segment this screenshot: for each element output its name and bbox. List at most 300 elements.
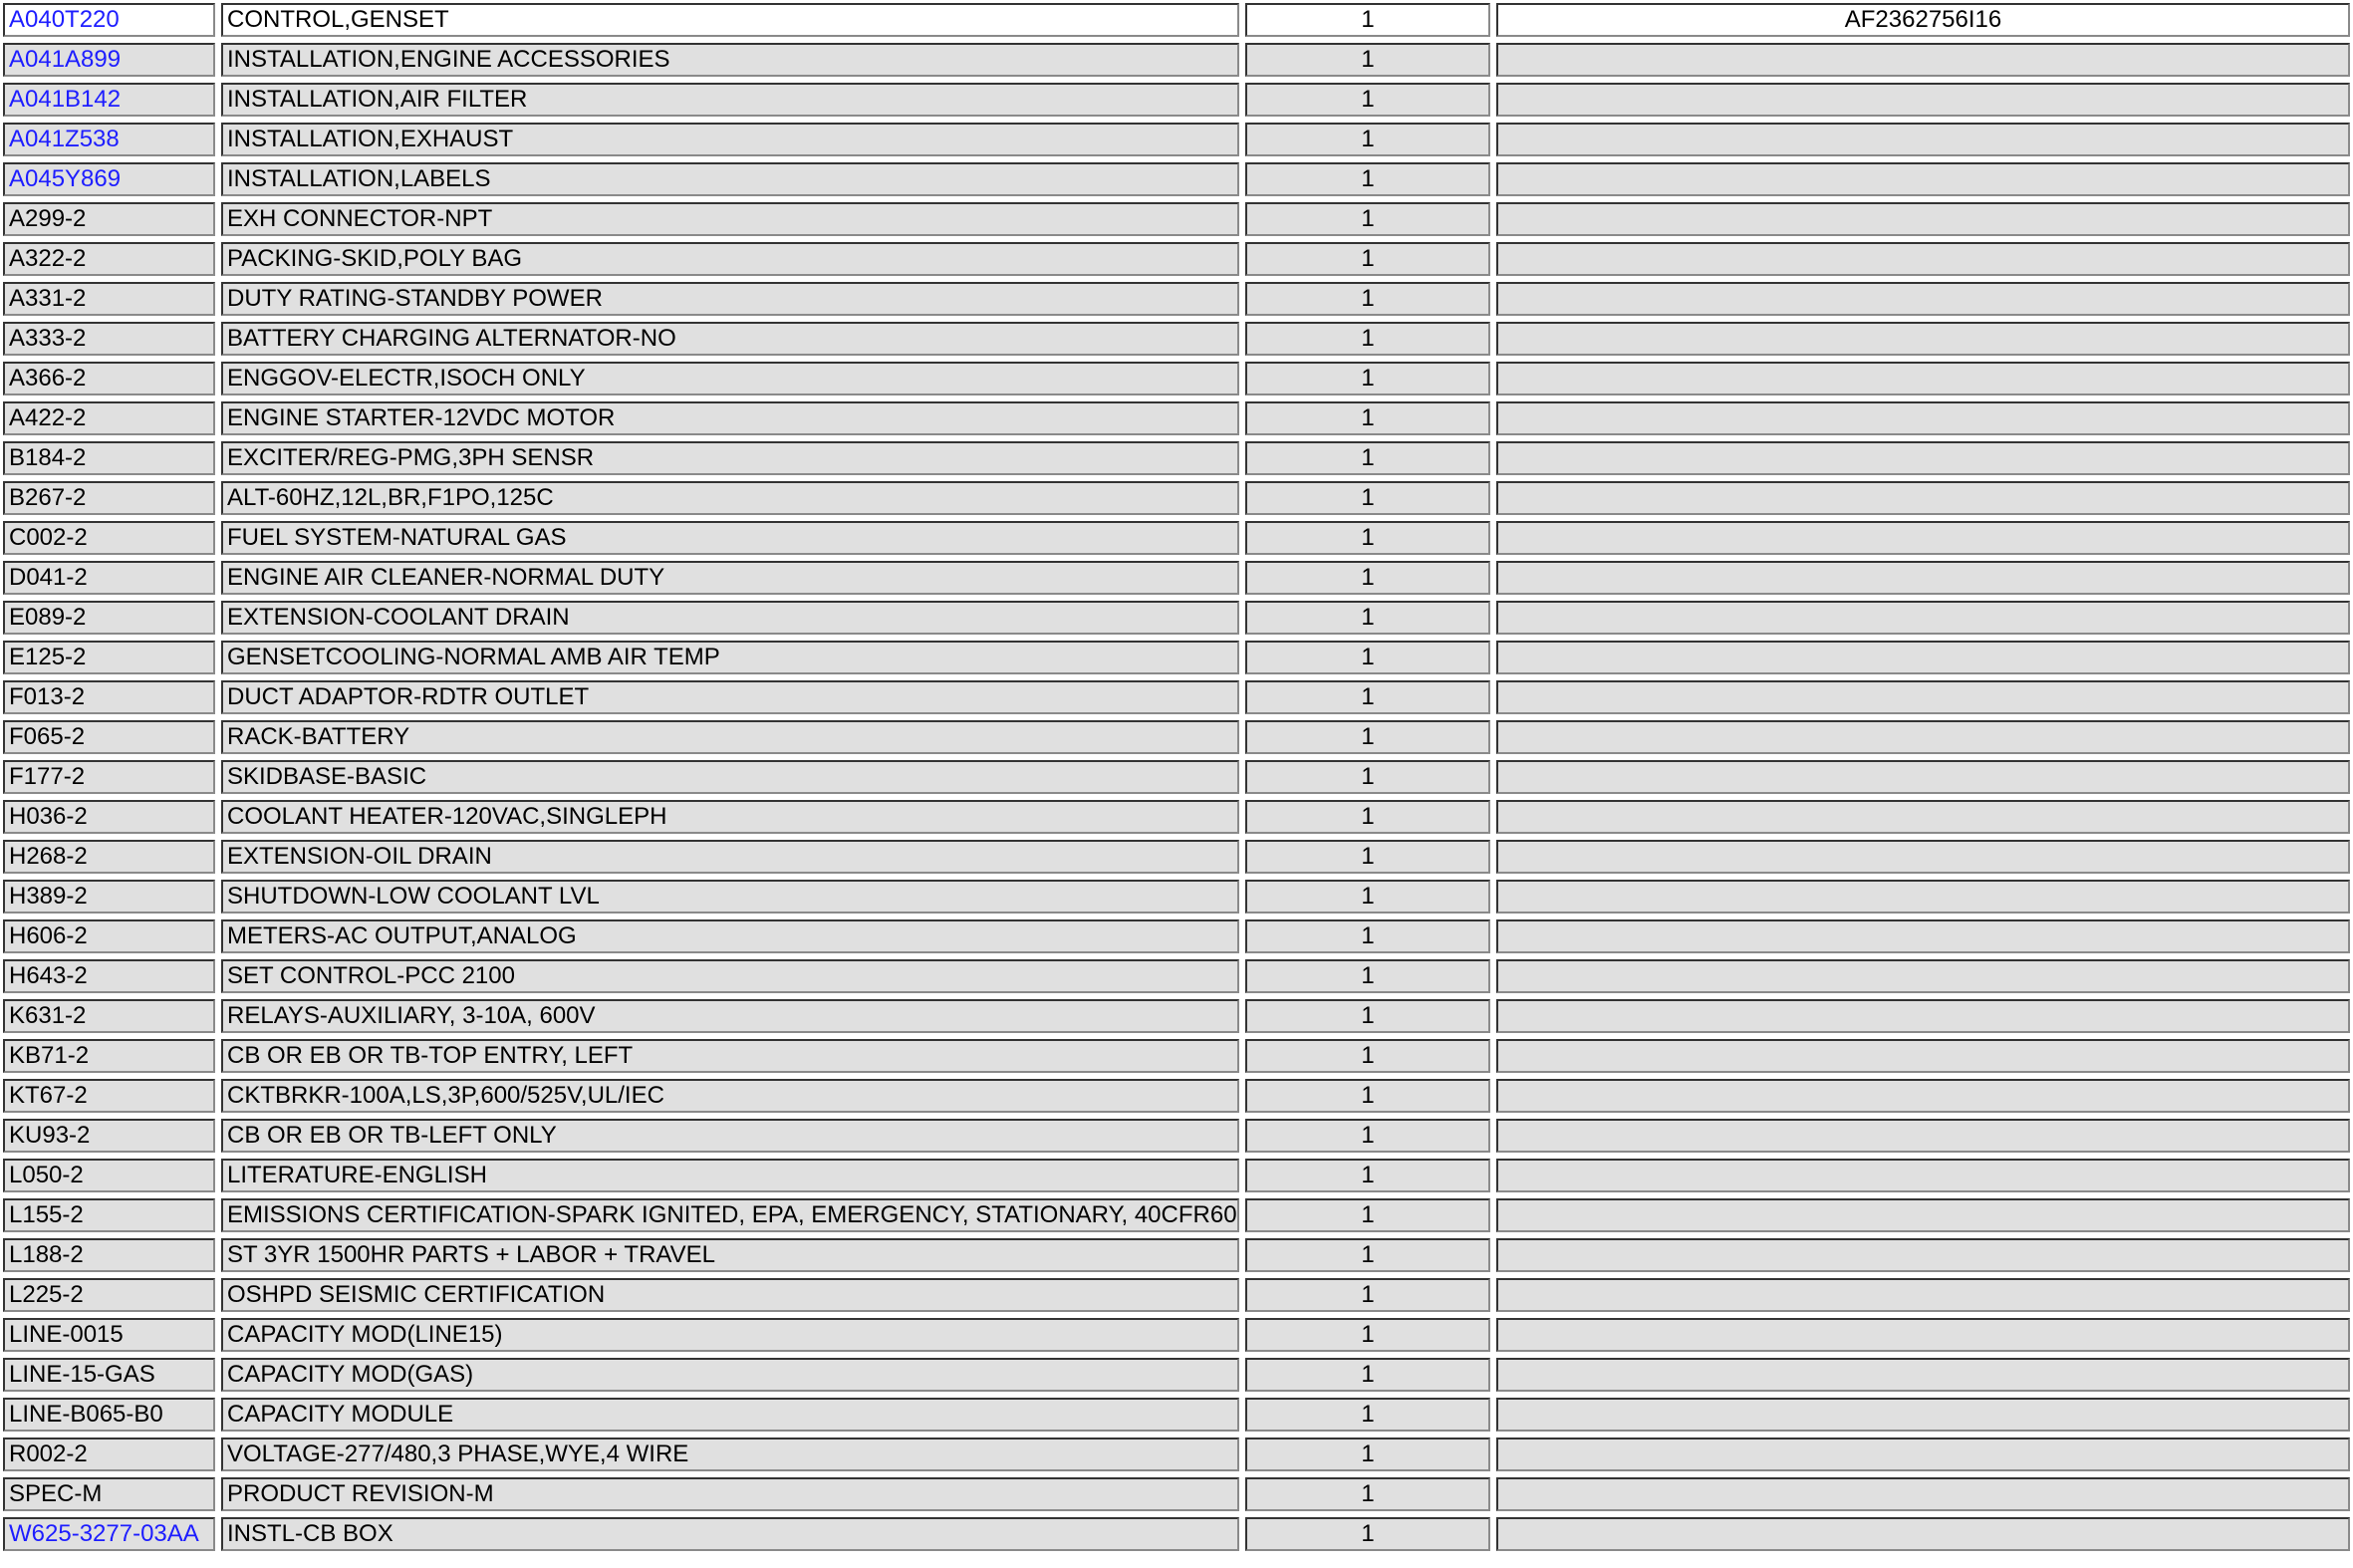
quantity-cell (1242, 1435, 1493, 1474)
description-box (221, 1238, 1239, 1272)
table-row (0, 518, 2353, 558)
description-cell (218, 877, 1242, 916)
table-row (0, 1195, 2353, 1235)
description-box (221, 601, 1239, 635)
quantity-box (1245, 1318, 1490, 1352)
reference-cell (1493, 1076, 2353, 1116)
reference-box (1496, 1517, 2350, 1551)
description-cell (218, 1395, 1242, 1435)
description-cell (218, 996, 1242, 1036)
part-number-box (3, 1238, 215, 1272)
quantity-text: 1 (1361, 6, 1375, 33)
table-row (0, 199, 2353, 239)
table-row (0, 797, 2353, 837)
description-box (221, 880, 1239, 914)
description-box (221, 1198, 1239, 1232)
part-number-box (3, 1477, 215, 1511)
part-number-text: SPEC-M (9, 1480, 103, 1507)
reference-cell (1493, 1235, 2353, 1275)
quantity-cell (1242, 0, 1493, 40)
description-text: INSTALLATION,EXHAUST (227, 126, 514, 152)
reference-cell (1493, 1116, 2353, 1156)
description-box (221, 162, 1239, 196)
table-row (0, 1275, 2353, 1315)
reference-box (1496, 322, 2350, 356)
part-number-cell (0, 797, 218, 837)
table-row (0, 0, 2353, 40)
description-cell (218, 1435, 1242, 1474)
quantity-cell (1242, 677, 1493, 717)
part-number-box (3, 1039, 215, 1073)
part-number-text: C002-2 (9, 524, 88, 551)
description-text: SET CONTROL-PCC 2100 (227, 962, 515, 989)
part-number-link[interactable]: A045Y869 (9, 165, 122, 192)
quantity-box (1245, 959, 1490, 993)
part-number-text: H606-2 (9, 922, 88, 949)
quantity-cell (1242, 1156, 1493, 1195)
part-number-text: K631-2 (9, 1002, 87, 1029)
part-number-cell (0, 956, 218, 996)
quantity-cell (1242, 1315, 1493, 1355)
part-number-text: D041-2 (9, 564, 88, 591)
table-row (0, 598, 2353, 638)
quantity-cell (1242, 1474, 1493, 1514)
description-box (221, 1039, 1239, 1073)
quantity-text: 1 (1361, 524, 1375, 551)
part-number-cell (0, 279, 218, 319)
reference-cell (1493, 677, 2353, 717)
reference-box (1496, 83, 2350, 117)
description-text: VOLTAGE-277/480,3 PHASE,WYE,4 WIRE (227, 1440, 689, 1467)
quantity-cell (1242, 279, 1493, 319)
table-row (0, 1156, 2353, 1195)
quantity-text: 1 (1361, 763, 1375, 790)
part-number-cell (0, 239, 218, 279)
part-number-link[interactable]: A041Z538 (9, 126, 120, 152)
description-box (221, 1517, 1239, 1551)
reference-cell (1493, 1275, 2353, 1315)
part-number-cell (0, 40, 218, 80)
quantity-cell (1242, 1355, 1493, 1395)
quantity-box (1245, 1079, 1490, 1113)
part-number-box (3, 3, 215, 37)
description-cell (218, 239, 1242, 279)
quantity-cell (1242, 837, 1493, 877)
description-text: ALT-60HZ,12L,BR,F1PO,125C (227, 484, 554, 511)
description-box (221, 1358, 1239, 1392)
description-text: SKIDBASE-BASIC (227, 763, 427, 790)
quantity-text: 1 (1361, 404, 1375, 431)
description-box (221, 680, 1239, 714)
quantity-box (1245, 720, 1490, 754)
reference-box (1496, 880, 2350, 914)
description-text: EXTENSION-COOLANT DRAIN (227, 604, 570, 631)
part-number-box (3, 441, 215, 475)
description-box (221, 3, 1239, 37)
quantity-text: 1 (1361, 46, 1375, 73)
part-number-box (3, 561, 215, 595)
quantity-cell (1242, 120, 1493, 159)
part-number-cell (0, 0, 218, 40)
reference-cell (1493, 518, 2353, 558)
quantity-text: 1 (1361, 245, 1375, 272)
description-cell (218, 438, 1242, 478)
reference-box (1496, 282, 2350, 316)
quantity-cell (1242, 996, 1493, 1036)
quantity-box (1245, 1278, 1490, 1312)
quantity-text: 1 (1361, 723, 1375, 750)
description-box (221, 401, 1239, 435)
description-cell (218, 1514, 1242, 1554)
description-cell (218, 1076, 1242, 1116)
reference-box (1496, 1159, 2350, 1192)
reference-cell (1493, 757, 2353, 797)
description-cell (218, 159, 1242, 199)
description-text: CAPACITY MOD(LINE15) (227, 1321, 503, 1348)
description-box (221, 1159, 1239, 1192)
table-row (0, 1116, 2353, 1156)
part-number-link[interactable]: W625-3277-03AA (9, 1520, 199, 1547)
description-text: CONTROL,GENSET (227, 6, 449, 33)
reference-cell (1493, 80, 2353, 120)
part-number-text: B267-2 (9, 484, 87, 511)
part-number-cell (0, 1116, 218, 1156)
quantity-cell (1242, 1195, 1493, 1235)
table-row (0, 996, 2353, 1036)
description-box (221, 1318, 1239, 1352)
quantity-cell (1242, 1395, 1493, 1435)
part-number-text: KT67-2 (9, 1082, 88, 1109)
quantity-box (1245, 322, 1490, 356)
part-number-cell (0, 1235, 218, 1275)
description-cell (218, 717, 1242, 757)
quantity-box (1245, 1039, 1490, 1073)
part-number-box (3, 1159, 215, 1192)
part-number-box (3, 83, 215, 117)
table-row (0, 1435, 2353, 1474)
description-box (221, 83, 1239, 117)
reference-cell (1493, 159, 2353, 199)
part-number-cell (0, 1355, 218, 1395)
table-row (0, 757, 2353, 797)
part-number-link[interactable]: A041B142 (9, 86, 122, 113)
quantity-cell (1242, 1514, 1493, 1554)
table-row (0, 239, 2353, 279)
table-row (0, 1474, 2353, 1514)
table-row (0, 1076, 2353, 1116)
description-box (221, 919, 1239, 953)
quantity-text: 1 (1361, 604, 1375, 631)
part-number-text: F177-2 (9, 763, 86, 790)
description-text: PACKING-SKID,POLY BAG (227, 245, 523, 272)
description-box (221, 282, 1239, 316)
reference-cell (1493, 1315, 2353, 1355)
description-cell (218, 1315, 1242, 1355)
table-row (0, 1395, 2353, 1435)
quantity-text: 1 (1361, 165, 1375, 192)
part-number-box (3, 1318, 215, 1352)
description-cell (218, 1195, 1242, 1235)
quantity-text: 1 (1361, 1002, 1375, 1029)
quantity-cell (1242, 438, 1493, 478)
reference-cell (1493, 877, 2353, 916)
table-row (0, 120, 2353, 159)
reference-box (1496, 1079, 2350, 1113)
reference-box (1496, 362, 2350, 395)
quantity-box (1245, 362, 1490, 395)
quantity-box (1245, 202, 1490, 236)
part-number-cell (0, 837, 218, 877)
part-number-cell (0, 1156, 218, 1195)
quantity-box (1245, 1437, 1490, 1471)
quantity-cell (1242, 80, 1493, 120)
quantity-box (1245, 123, 1490, 156)
table-row (0, 159, 2353, 199)
part-number-box (3, 840, 215, 874)
description-text: CAPACITY MODULE (227, 1401, 454, 1428)
quantity-box (1245, 1358, 1490, 1392)
description-cell (218, 398, 1242, 438)
description-box (221, 1119, 1239, 1153)
table-row (0, 1235, 2353, 1275)
table-row (0, 1355, 2353, 1395)
part-number-link[interactable]: A040T220 (9, 6, 120, 33)
quantity-text: 1 (1361, 803, 1375, 830)
description-cell (218, 1156, 1242, 1195)
reference-cell (1493, 239, 2353, 279)
reference-cell (1493, 478, 2353, 518)
part-number-cell (0, 638, 218, 677)
reference-box (1496, 999, 2350, 1033)
description-cell (218, 1355, 1242, 1395)
part-number-text: E089-2 (9, 604, 87, 631)
part-number-cell (0, 438, 218, 478)
description-cell (218, 757, 1242, 797)
reference-box (1496, 1318, 2350, 1352)
quantity-text: 1 (1361, 1162, 1375, 1188)
part-number-text: A366-2 (9, 365, 87, 392)
quantity-box (1245, 1238, 1490, 1272)
description-text: DUTY RATING-STANDBY POWER (227, 285, 603, 312)
quantity-text: 1 (1361, 365, 1375, 392)
description-text: EXH CONNECTOR-NPT (227, 205, 493, 232)
quantity-cell (1242, 478, 1493, 518)
reference-cell (1493, 1474, 2353, 1514)
description-text: RACK-BATTERY (227, 723, 410, 750)
quantity-text: 1 (1361, 1201, 1375, 1228)
description-text: BATTERY CHARGING ALTERNATOR-NO (227, 325, 676, 352)
reference-cell (1493, 398, 2353, 438)
description-cell (218, 598, 1242, 638)
description-box (221, 1079, 1239, 1113)
description-cell (218, 837, 1242, 877)
reference-box (1496, 242, 2350, 276)
quantity-box (1245, 282, 1490, 316)
part-number-link[interactable]: A041A899 (9, 46, 122, 73)
reference-cell (1493, 0, 2353, 40)
description-text: INSTALLATION,AIR FILTER (227, 86, 528, 113)
description-cell (218, 80, 1242, 120)
description-cell (218, 916, 1242, 956)
part-number-cell (0, 1315, 218, 1355)
part-number-cell (0, 1076, 218, 1116)
quantity-text: 1 (1361, 1122, 1375, 1149)
part-number-box (3, 401, 215, 435)
part-number-box (3, 43, 215, 77)
table-row (0, 438, 2353, 478)
description-box (221, 441, 1239, 475)
quantity-cell (1242, 558, 1493, 598)
quantity-box (1245, 1119, 1490, 1153)
quantity-cell (1242, 797, 1493, 837)
table-row (0, 956, 2353, 996)
description-box (221, 641, 1239, 674)
description-cell (218, 120, 1242, 159)
description-cell (218, 40, 1242, 80)
quantity-text: 1 (1361, 922, 1375, 949)
part-number-cell (0, 1195, 218, 1235)
part-number-box (3, 1358, 215, 1392)
reference-cell (1493, 199, 2353, 239)
reference-cell (1493, 797, 2353, 837)
part-number-box (3, 1398, 215, 1432)
part-number-box (3, 999, 215, 1033)
reference-cell (1493, 717, 2353, 757)
quantity-text: 1 (1361, 564, 1375, 591)
part-number-box (3, 680, 215, 714)
quantity-text: 1 (1361, 126, 1375, 152)
quantity-cell (1242, 1235, 1493, 1275)
quantity-box (1245, 919, 1490, 953)
part-number-text: R002-2 (9, 1440, 88, 1467)
quantity-box (1245, 1159, 1490, 1192)
quantity-box (1245, 162, 1490, 196)
quantity-cell (1242, 638, 1493, 677)
part-number-cell (0, 677, 218, 717)
quantity-text: 1 (1361, 444, 1375, 471)
description-text: EXCITER/REG-PMG,3PH SENSR (227, 444, 595, 471)
description-cell (218, 1235, 1242, 1275)
quantity-text: 1 (1361, 484, 1375, 511)
table-row (0, 319, 2353, 359)
description-cell (218, 279, 1242, 319)
part-number-text: L155-2 (9, 1201, 84, 1228)
part-number-cell (0, 916, 218, 956)
reference-cell (1493, 558, 2353, 598)
quantity-text: 1 (1361, 325, 1375, 352)
description-text: ENGINE AIR CLEANER-NORMAL DUTY (227, 564, 665, 591)
quantity-text: 1 (1361, 962, 1375, 989)
quantity-box (1245, 1198, 1490, 1232)
part-number-cell (0, 598, 218, 638)
part-number-box (3, 919, 215, 953)
table-row (0, 359, 2353, 398)
description-box (221, 1398, 1239, 1432)
description-box (221, 521, 1239, 555)
part-number-cell (0, 518, 218, 558)
quantity-box (1245, 800, 1490, 834)
reference-box (1496, 1198, 2350, 1232)
table-row (0, 677, 2353, 717)
reference-box (1496, 720, 2350, 754)
description-box (221, 760, 1239, 794)
quantity-cell (1242, 518, 1493, 558)
part-number-box (3, 362, 215, 395)
quantity-text: 1 (1361, 1241, 1375, 1268)
reference-box (1496, 800, 2350, 834)
reference-cell (1493, 319, 2353, 359)
reference-box (1496, 561, 2350, 595)
reference-cell (1493, 40, 2353, 80)
description-text: LITERATURE-ENGLISH (227, 1162, 487, 1188)
part-number-box (3, 1119, 215, 1153)
reference-box (1496, 1278, 2350, 1312)
part-number-text: LINE-15-GAS (9, 1361, 155, 1388)
description-box (221, 123, 1239, 156)
table-row (0, 837, 2353, 877)
part-number-text: LINE-0015 (9, 1321, 124, 1348)
description-text: ENGINE STARTER-12VDC MOTOR (227, 404, 616, 431)
reference-box (1496, 1039, 2350, 1073)
quantity-cell (1242, 598, 1493, 638)
reference-box (1496, 481, 2350, 515)
description-cell (218, 677, 1242, 717)
description-box (221, 43, 1239, 77)
reference-box (1496, 1477, 2350, 1511)
description-cell (218, 1275, 1242, 1315)
table-row (0, 1036, 2353, 1076)
reference-cell (1493, 1036, 2353, 1076)
quantity-cell (1242, 398, 1493, 438)
description-cell (218, 638, 1242, 677)
part-number-cell (0, 558, 218, 598)
quantity-text: 1 (1361, 683, 1375, 710)
part-number-box (3, 601, 215, 635)
part-number-cell (0, 996, 218, 1036)
description-text: PRODUCT REVISION-M (227, 1480, 494, 1507)
quantity-cell (1242, 1275, 1493, 1315)
table-row (0, 916, 2353, 956)
part-number-cell (0, 80, 218, 120)
quantity-box (1245, 43, 1490, 77)
description-cell (218, 478, 1242, 518)
reference-box (1496, 1238, 2350, 1272)
quantity-cell (1242, 757, 1493, 797)
quantity-cell (1242, 1076, 1493, 1116)
part-number-box (3, 1437, 215, 1471)
part-number-cell (0, 877, 218, 916)
description-text: DUCT ADAPTOR-RDTR OUTLET (227, 683, 590, 710)
table-row (0, 558, 2353, 598)
description-cell (218, 319, 1242, 359)
part-number-cell (0, 1036, 218, 1076)
quantity-text: 1 (1361, 1321, 1375, 1348)
quantity-box (1245, 1398, 1490, 1432)
part-number-cell (0, 1275, 218, 1315)
quantity-cell (1242, 359, 1493, 398)
description-text: CB OR EB OR TB-TOP ENTRY, LEFT (227, 1042, 634, 1069)
reference-cell (1493, 916, 2353, 956)
part-number-box (3, 1278, 215, 1312)
quantity-text: 1 (1361, 1042, 1375, 1069)
reference-box (1496, 919, 2350, 953)
reference-box (1496, 123, 2350, 156)
reference-cell (1493, 598, 2353, 638)
reference-cell (1493, 279, 2353, 319)
description-text: CKTBRKR-100A,LS,3P,600/525V,UL/IEC (227, 1082, 664, 1109)
part-number-cell (0, 159, 218, 199)
quantity-text: 1 (1361, 1082, 1375, 1109)
